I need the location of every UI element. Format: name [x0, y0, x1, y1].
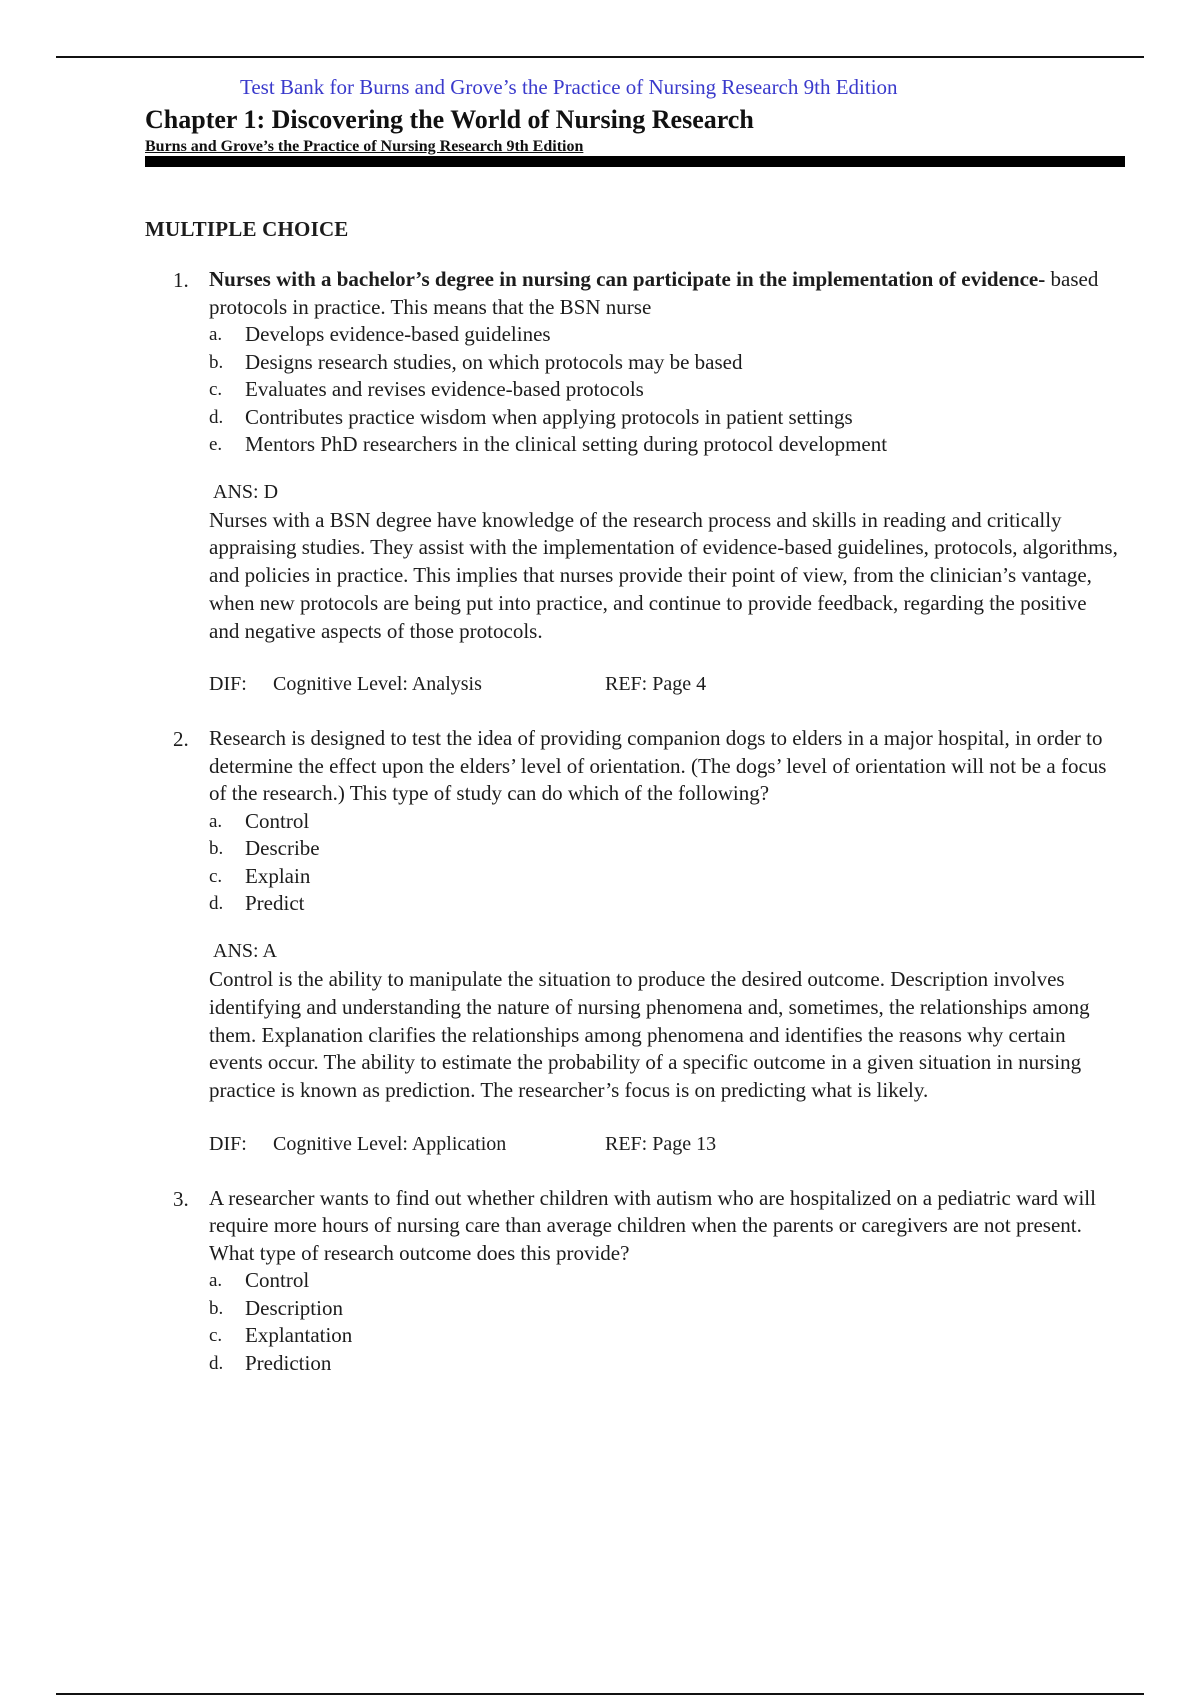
option-a — [209, 321, 1125, 349]
option-e — [209, 431, 1125, 459]
difficulty-level: Cognitive Level: Application — [273, 1132, 507, 1155]
answer-key: ANS: D — [213, 480, 279, 503]
option-text: Predict — [245, 891, 305, 916]
page-reference: REF: Page 4 — [605, 673, 707, 696]
option-b — [209, 349, 1125, 377]
question-meta — [209, 671, 1125, 697]
option-text: Explantation — [245, 1323, 353, 1348]
option-letter: a. — [209, 810, 223, 832]
dif-label: DIF: — [209, 1132, 247, 1155]
bottom-rule — [56, 1693, 1144, 1695]
question-stem — [209, 1185, 1121, 1268]
top-rule — [56, 56, 1144, 58]
answer-options — [209, 1267, 1125, 1377]
question-stem-bold: Nurses with a bachelor’s degree in nursing can participate in the implementation of evidence- — [209, 267, 1046, 291]
option-text: Mentors PhD researchers in the clinical setting during protocol development — [245, 432, 888, 456]
option-a — [209, 1267, 1125, 1295]
option-b — [209, 1295, 1125, 1323]
option-text: Prediction — [245, 1350, 332, 1375]
source-line: Test Bank for Burns and Grove’s the Practice of Nursing Research 9th Edition — [240, 75, 898, 99]
option-c — [209, 1322, 1125, 1350]
option-letter: d. — [209, 893, 224, 915]
option-text: Control — [245, 808, 310, 833]
option-letter: b. — [209, 838, 224, 860]
page-reference: REF: Page 13 — [605, 1132, 717, 1155]
answer-options — [209, 808, 1125, 918]
question-number: 3. — [173, 1186, 189, 1211]
question-2 — [145, 725, 1125, 1156]
question-stem-text: Research is designed to test the idea of providing companion dogs to elders in a major hospital, in order to determine the effect upon the elders’ level of orientation. (The dogs’ level of orientation will not be a focus of the research.) This type of study can do which of the following? — [209, 726, 1107, 806]
option-c — [209, 376, 1125, 404]
option-text: Explain — [245, 863, 311, 888]
question-number: 1. — [173, 268, 189, 292]
option-d — [209, 890, 1125, 918]
option-letter: d. — [209, 1352, 224, 1374]
option-letter: b. — [209, 351, 224, 373]
option-letter: b. — [209, 1297, 224, 1319]
option-letter: c. — [209, 1325, 223, 1347]
heading-bar — [145, 156, 1125, 167]
option-d — [209, 404, 1125, 432]
option-text: Evaluates and revises evidence-based protocols — [245, 377, 644, 401]
document-page — [145, 70, 1125, 1377]
option-b — [209, 835, 1125, 863]
option-letter: a. — [209, 1270, 223, 1292]
answer-rationale: Control is the ability to manipulate the situation to produce the desired outcome. Description involves identifying and understanding the nature of nursing phenomena and, sometimes, the relationships among them. Explanation clarifies the relationships among phenomena and identifies the reasons why certain events occur. The ability to estimate the probability of a specific outcome in a given situation in nursing practice is known as prediction. The researcher’s focus is on predicting what is likely. — [209, 966, 1090, 1103]
option-text: Develops evidence-based guidelines — [245, 322, 551, 346]
question-stem — [209, 266, 1121, 321]
option-text: Contributes practice wisdom when applying protocols in patient settings — [245, 404, 853, 429]
question-3 — [145, 1185, 1125, 1378]
question-stem — [209, 725, 1121, 808]
chapter-title: Chapter 1: Discovering the World of Nursing Research — [145, 105, 754, 134]
option-letter: c. — [209, 865, 223, 887]
option-c — [209, 863, 1125, 891]
option-text: Description — [245, 1295, 343, 1320]
option-text: Control — [245, 1268, 310, 1293]
question-number: 2. — [173, 727, 189, 752]
option-letter: a. — [209, 324, 223, 345]
answer-options — [209, 321, 1125, 459]
question-1 — [145, 266, 1125, 697]
question-meta — [209, 1131, 1125, 1157]
option-letter: e. — [209, 434, 223, 455]
option-a — [209, 808, 1125, 836]
option-letter: c. — [209, 379, 223, 400]
dif-label: DIF: — [209, 673, 247, 696]
question-stem-text: A researcher wants to find out whether children with autism who are hospitalized on a pediatric ward will require more hours of nursing care than average children when the parents or caregivers are not present. What type of research outcome does this provide? — [209, 1185, 1096, 1265]
answer-key: ANS: A — [213, 939, 277, 962]
option-text: Designs research studies, on which protocols may be based — [245, 349, 743, 374]
answer-rationale: Nurses with a BSN degree have knowledge of the research process and skills in reading and critically appraising studies. They assist with the implementation of evidence-based guidelines, protocols, algorithms, and policies in practice. This implies that nurses provide their point of view, from the clinician’s vantage, when new protocols are being put into practice, and continue to provide feedback, regarding the positive and negative aspects of those protocols. — [209, 507, 1118, 643]
book-title: Burns and Grove’s the Practice of Nursing Research 9th Edition — [145, 138, 584, 155]
option-d — [209, 1350, 1125, 1378]
question-stem-text: based protocols in practice. This means that the BSN nurse — [209, 267, 1099, 319]
section-title: MULTIPLE CHOICE — [145, 217, 349, 241]
option-letter: d. — [209, 406, 224, 428]
option-text: Describe — [245, 836, 320, 861]
difficulty-level: Cognitive Level: Analysis — [273, 673, 482, 696]
